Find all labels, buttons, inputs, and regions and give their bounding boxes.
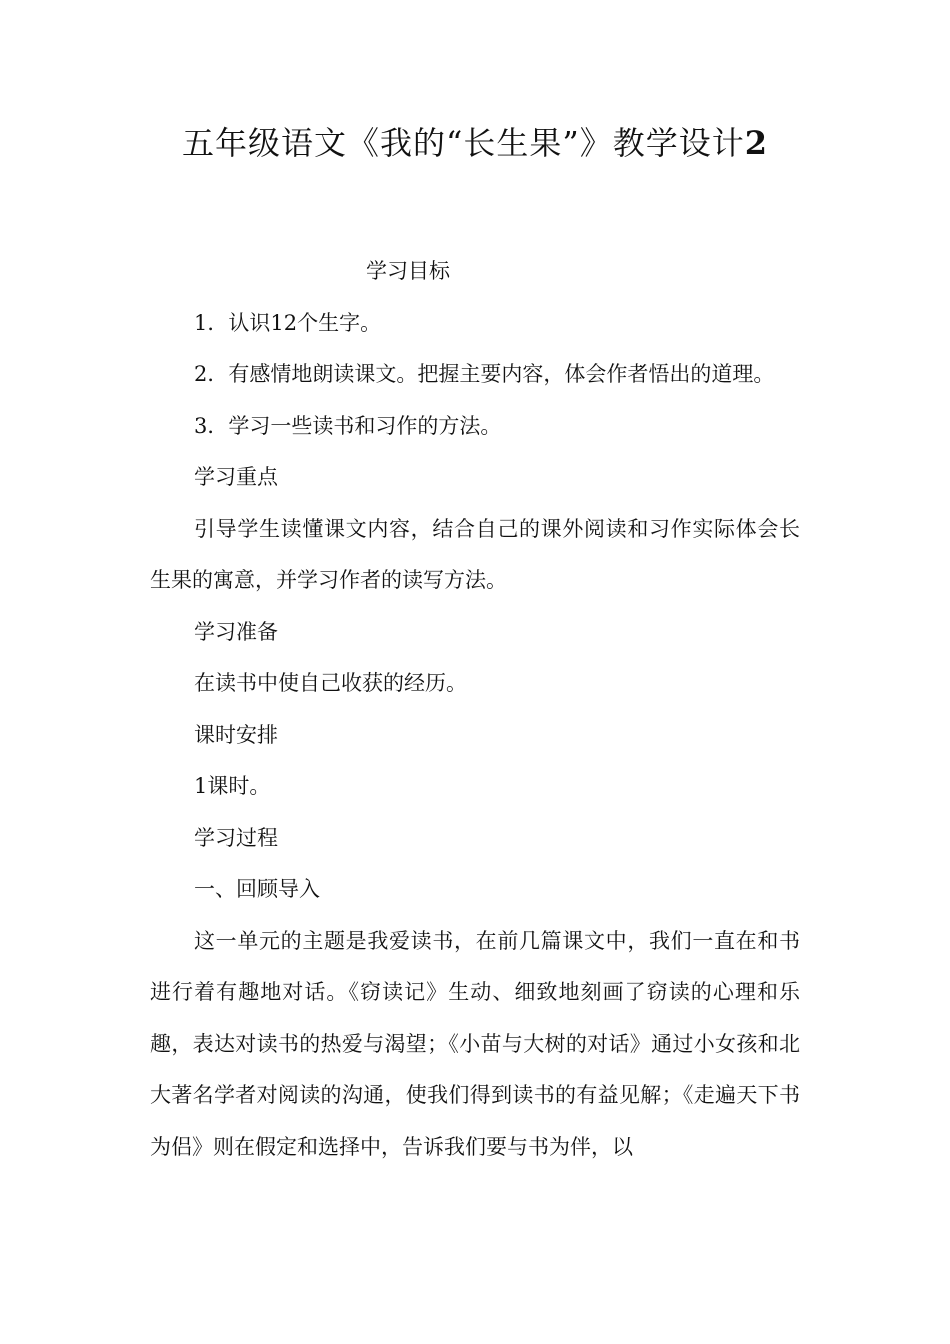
section-heading-schedule: 课时安排	[194, 722, 278, 747]
objective-item-1: 1．认识12个生字。	[194, 310, 382, 335]
objective-item-2: 2．有感情地朗读课文。把握主要内容，体会作者悟出的道理。	[194, 362, 775, 386]
section-heading-preparation: 学习准备	[194, 619, 278, 644]
document-title	[0, 118, 950, 164]
section-heading-key-points: 学习重点	[194, 465, 278, 489]
schedule-paragraph: 1课时。	[194, 774, 271, 798]
title-number: 2	[744, 124, 768, 162]
process-step-1-heading: 一、回顾导入	[194, 877, 320, 901]
document-body	[150, 246, 800, 1173]
objective-item-3: 3．学习一些读书和习作的方法。	[194, 413, 502, 438]
section-heading-process: 学习过程	[194, 825, 278, 850]
intro-paragraph: 这一单元的主题是我爱读书，在前几篇课文中，我们一直在和书进行着有趣地对话。《窃读记》生动、细致地刻画了窃读的心理和乐趣，表达对读书的热爱与渴望；《小苗与大树的对话》通过小女孩和北大著名学者对阅读的沟通，使我们得到读书的有益见解；《走遍天下书为侣》则在假定和选择中，告诉我们要与书为伴，以	[150, 928, 800, 1159]
preparation-paragraph: 在读书中使自己收获的经历。	[194, 671, 467, 695]
section-heading-objectives: 学习目标	[366, 259, 450, 283]
key-points-paragraph: 引导学生读懂课文内容，结合自己的课外阅读和习作实际体会长生果的寓意，并学习作者的读写方法。	[150, 516, 800, 592]
title-text: 五年级语文《我的“长生果”》教学设计	[182, 124, 745, 162]
